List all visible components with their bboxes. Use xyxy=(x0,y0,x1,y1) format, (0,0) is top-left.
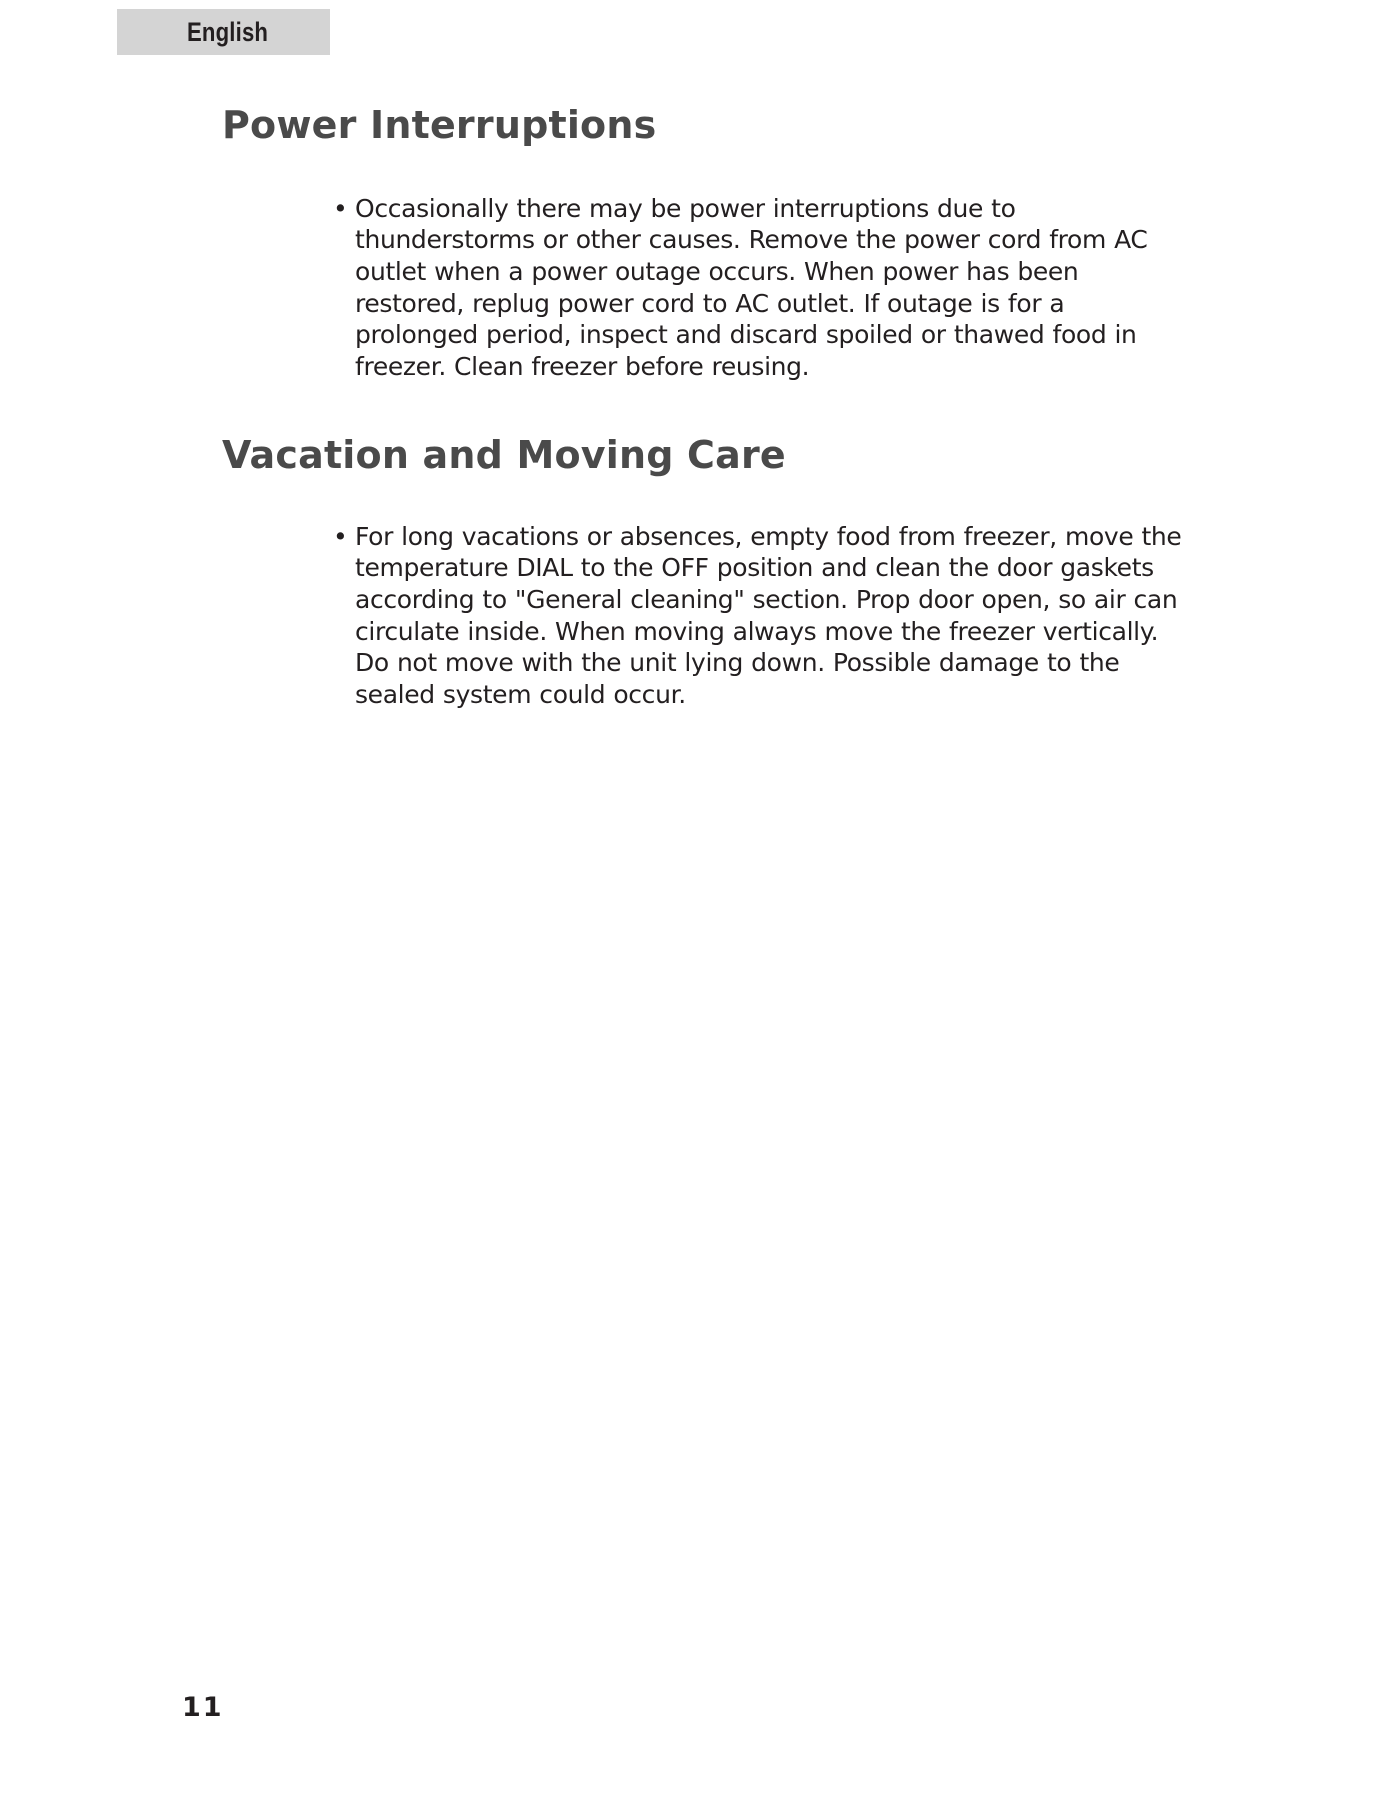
section-power-interruptions xyxy=(222,105,1172,382)
list-item xyxy=(333,193,1185,383)
section-vacation-moving-care xyxy=(222,433,1182,710)
section-heading: Power Interruptions xyxy=(222,103,657,147)
bullet-list xyxy=(222,193,1172,383)
section-heading: Vacation and Moving Care xyxy=(222,433,786,477)
paragraph-text: For long vacations or absences, empty food from freezer, move the temperature DIAL to the OFF position and clean the door gaskets according to "General cleaning" section. Prop door open, so air can circulate inside. When moving always move the freezer vertically. Do not move with the unit lying down. Possible damage to the sealed system could occur. xyxy=(355,521,1182,709)
list-item xyxy=(333,521,1185,711)
language-label: English xyxy=(187,17,269,47)
bullet-icon: • xyxy=(333,193,348,223)
paragraph-text: Occasionally there may be power interruptions due to thunderstorms or other causes. Remove the power cord from AC outlet when a power outage occurs. When power has been restored, replug power cord to AC outlet. If outage is for a prolonged period, inspect and discard spoiled or thawed food in freezer. Clean freezer before reusing. xyxy=(355,193,1148,381)
bullet-icon: • xyxy=(333,521,348,551)
bullet-list xyxy=(222,521,1182,711)
page-number: 11 xyxy=(182,1692,224,1723)
language-tab xyxy=(117,9,330,55)
